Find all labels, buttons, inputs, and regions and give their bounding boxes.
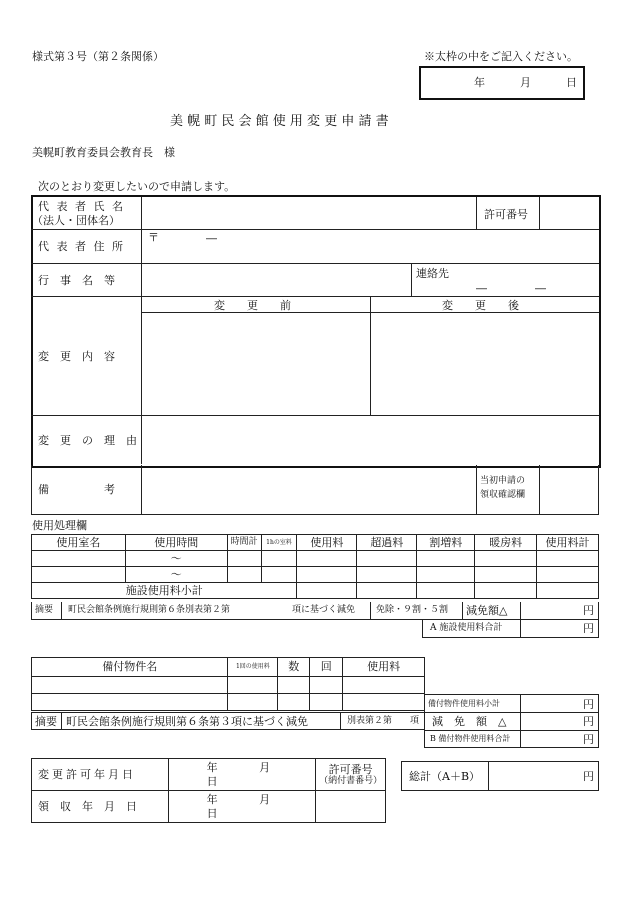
date-box[interactable] — [419, 66, 585, 100]
facility-subtotal-label: 施設使用料小計 — [32, 583, 297, 599]
col-overtime: 超過料 — [357, 535, 417, 551]
contact-label: 連絡先 — [416, 267, 449, 280]
col-heating: 暖房料 — [475, 535, 537, 551]
equipment-subtotal-label: 備付物件使用料小計 — [428, 699, 500, 708]
table-row[interactable] — [32, 694, 425, 711]
remarks-label: 備 考 — [38, 483, 115, 496]
month-label: 月 — [259, 793, 271, 807]
yen-unit: 円 — [583, 715, 594, 728]
col-room: 使用室名 — [32, 535, 126, 551]
postal-mark: 〒 — [148, 231, 159, 244]
after-field[interactable] — [374, 316, 595, 412]
permit-no-label: 許可番号 — [328, 762, 373, 776]
intro-text: 次のとおり変更したいので申請します。 — [38, 180, 236, 193]
before-header: 変 更 前 — [214, 299, 291, 312]
permit-number-field[interactable] — [542, 200, 594, 226]
after-header: 変 更 後 — [442, 299, 519, 312]
yen-unit: 円 — [583, 733, 594, 746]
col-surcharge: 割増料 — [417, 535, 475, 551]
grand-total-label: 総計（A＋B） — [409, 770, 481, 783]
col-equipment-fee: 使用料 — [343, 658, 425, 677]
rep-address-field[interactable] — [145, 244, 595, 260]
table-row[interactable] — [32, 677, 425, 694]
event-name-label: 行 事 名 等 — [38, 274, 115, 287]
col-time: 使用時間 — [125, 535, 227, 551]
summary-label: 摘要 — [35, 605, 54, 615]
yen-unit: 円 — [583, 698, 594, 711]
year-label: 年 — [206, 793, 218, 807]
approval-table — [31, 758, 386, 823]
date-year-label: 年 — [474, 76, 485, 89]
usage-section-label: 使用処理欄 — [32, 519, 87, 532]
change-reason-label: 変 更 の 理 由 — [38, 434, 137, 447]
rep-name-sub-label: （法人・団体名） — [32, 214, 120, 227]
permit-no-header — [316, 759, 386, 791]
postal-dash: ― — [206, 232, 217, 245]
col-times: 回 — [310, 658, 343, 677]
initial-receipt-label-2: 領収確認欄 — [480, 490, 526, 500]
table-row[interactable] — [32, 551, 599, 567]
permit-date-field[interactable] — [168, 759, 316, 791]
rep-name-field[interactable] — [145, 200, 471, 226]
permit-date-label: 変更許可年月日 — [32, 759, 169, 791]
contact-dash-1: ― — [476, 282, 487, 295]
date-day-label: 日 — [566, 76, 577, 89]
contact-dash-2: ― — [535, 282, 546, 295]
yen-unit: 円 — [583, 770, 594, 783]
col-fee-total: 使用料計 — [537, 535, 599, 551]
event-name-field[interactable] — [145, 266, 407, 293]
equipment-summary-label: 摘要 — [35, 715, 57, 728]
table-row[interactable] — [32, 567, 599, 583]
equipment-table-ref: 別表第２第 項 — [347, 716, 420, 726]
reduction-label: 減免額△ — [466, 604, 508, 617]
change-content-label: 変 更 内 容 — [38, 350, 115, 363]
facility-total-label: A 施設使用料合計 — [430, 623, 503, 633]
rep-name-label: 代 表 者 氏 名 — [38, 200, 125, 213]
receipt-date-field[interactable] — [168, 791, 316, 823]
usage-table — [31, 534, 599, 599]
year-label: 年 — [206, 761, 218, 775]
addressee: 美幌町教育委員会教育長 様 — [32, 146, 175, 159]
col-hours: 時間計 — [227, 535, 261, 551]
equipment-total-label: B 備付物件使用料合計 — [430, 734, 511, 743]
equipment-table — [31, 657, 425, 711]
summary-text: 町民会館条例施行規則第６条別表第２第 — [68, 605, 231, 615]
rep-address-label: 代 表 者 住 所 — [38, 240, 125, 253]
page-title: 美 幌 町 民 会 館 使 用 変 更 申 請 書 — [170, 114, 389, 129]
equipment-summary-text: 町民会館条例施行規則第６条第３項に基づく減免 — [66, 715, 308, 728]
summary-text-2: 項に基づく減免 — [292, 605, 356, 615]
grand-total-field[interactable] — [491, 764, 579, 788]
exemption-options: 免除・９割・５割 — [376, 605, 449, 615]
tilde: ～ — [125, 567, 227, 583]
form-number: 様式第３号（第２条関係） — [32, 50, 164, 63]
col-unit-fee: 1回の使用料 — [228, 658, 278, 677]
yen-unit: 円 — [583, 604, 594, 617]
permit-no-sub-label: （納付書番号） — [319, 775, 383, 786]
yen-unit: 円 — [583, 622, 594, 635]
date-month-label: 月 — [520, 76, 531, 89]
instruction-note: ※太枠の中をご記入ください。 — [424, 50, 578, 63]
change-reason-field[interactable] — [145, 419, 595, 461]
col-hourly-rate: 1hの室料 — [261, 535, 297, 551]
col-quantity: 数 — [278, 658, 310, 677]
tilde: ～ — [125, 551, 227, 567]
initial-receipt-label-1: 当初申請の — [480, 476, 526, 486]
day-label: 日 — [206, 806, 218, 820]
equipment-reduction-label: 減 免 額 △ — [432, 715, 507, 728]
day-label: 日 — [206, 774, 218, 788]
before-field[interactable] — [145, 316, 366, 412]
permit-number-label: 許可番号 — [484, 208, 528, 221]
col-fee: 使用料 — [297, 535, 357, 551]
receipt-date-label: 領 収 年 月 日 — [32, 791, 169, 823]
month-label: 月 — [259, 761, 271, 775]
col-equipment-name: 備付物件名 — [32, 658, 228, 677]
permit-no-field[interactable] — [316, 791, 386, 823]
